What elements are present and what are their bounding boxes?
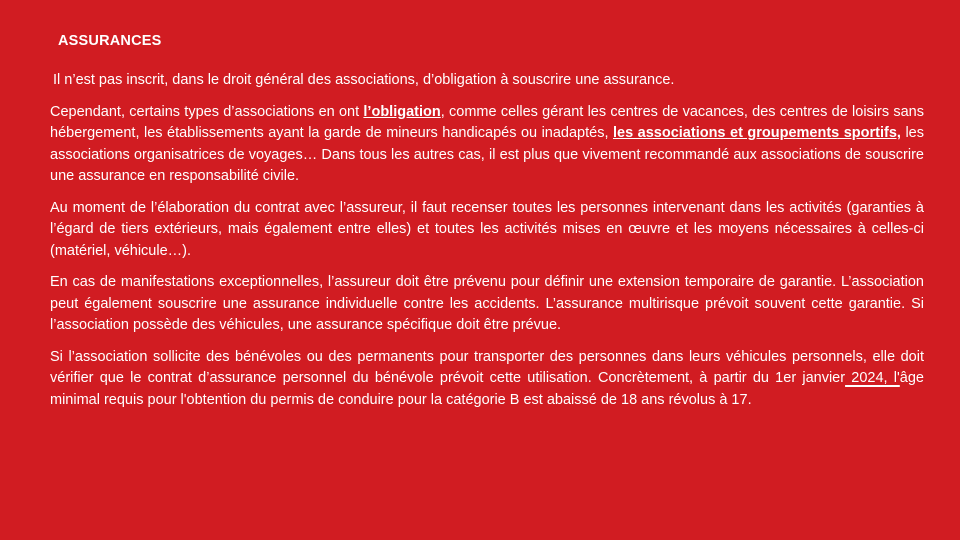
paragraph-intro: Il n’est pas inscrit, dans le droit général des associations, d’obligation à souscrire une assurance. — [53, 72, 675, 88]
slide-title: ASSURANCES — [58, 33, 162, 49]
paragraph-volunteers — [50, 347, 924, 412]
emphasis-date-2024: 2024, l' — [845, 370, 900, 386]
paragraph-volunteers-text-c: âge minimal requis pour l'obtention du permis de conduire pour la catégorie B est abaissé de 18 ans révolus à 17. — [50, 370, 924, 408]
emphasis-obligation: l’obligation — [363, 103, 441, 120]
emphasis-sports-associations: les associations et groupements sportifs, — [613, 125, 901, 141]
slide-body — [50, 70, 924, 421]
paragraph-volunteers-text-a: Si l’association sollicite des bénévoles ou des permanents pour transporter des personnes dans leurs véhicules personnels, elle doit vérifier que le contrat d’assurance personnel du bénévole prévoit cette utilisation. Concrètement, à partir du 1er janvier — [50, 348, 924, 386]
paragraph-obligation-text-c: , comme celles gérant les centres de vacances, des centres de loisirs sans hébergement, les établissements ayant la garde de mineurs handicapés ou inadaptés, — [50, 103, 924, 141]
paragraph-obligation-text-a: Cependant, certains types d’associations en ont — [50, 103, 364, 120]
paragraph-obligation-text-e: les associations organisatrices de voyages… Dans tous les autres cas, il est plus que vivement recommandé aux associations de souscrire une assurance en responsabilité civile. — [50, 125, 924, 184]
paragraph-contract: Au moment de l’élaboration du contrat avec l’assureur, il faut recenser toutes les personnes intervenant dans les activités (garanties à l’égard de tiers extérieurs, mais également entre elles) et toutes les activités mises en œuvre et les moyens nécessaires à celles-ci (matériel, véhicule…). — [50, 199, 924, 259]
paragraph-obligation — [50, 102, 924, 188]
paragraph-events: En cas de manifestations exceptionnelles, l’assureur doit être prévenu pour définir une extension temporaire de garantie. L’association peut également souscrire une assurance individuelle contre les accidents. L’assurance multirisque prévoit souvent cette garantie. Si l’association possède des véhicules, une assurance spécifique doit être prévue. — [50, 274, 924, 333]
